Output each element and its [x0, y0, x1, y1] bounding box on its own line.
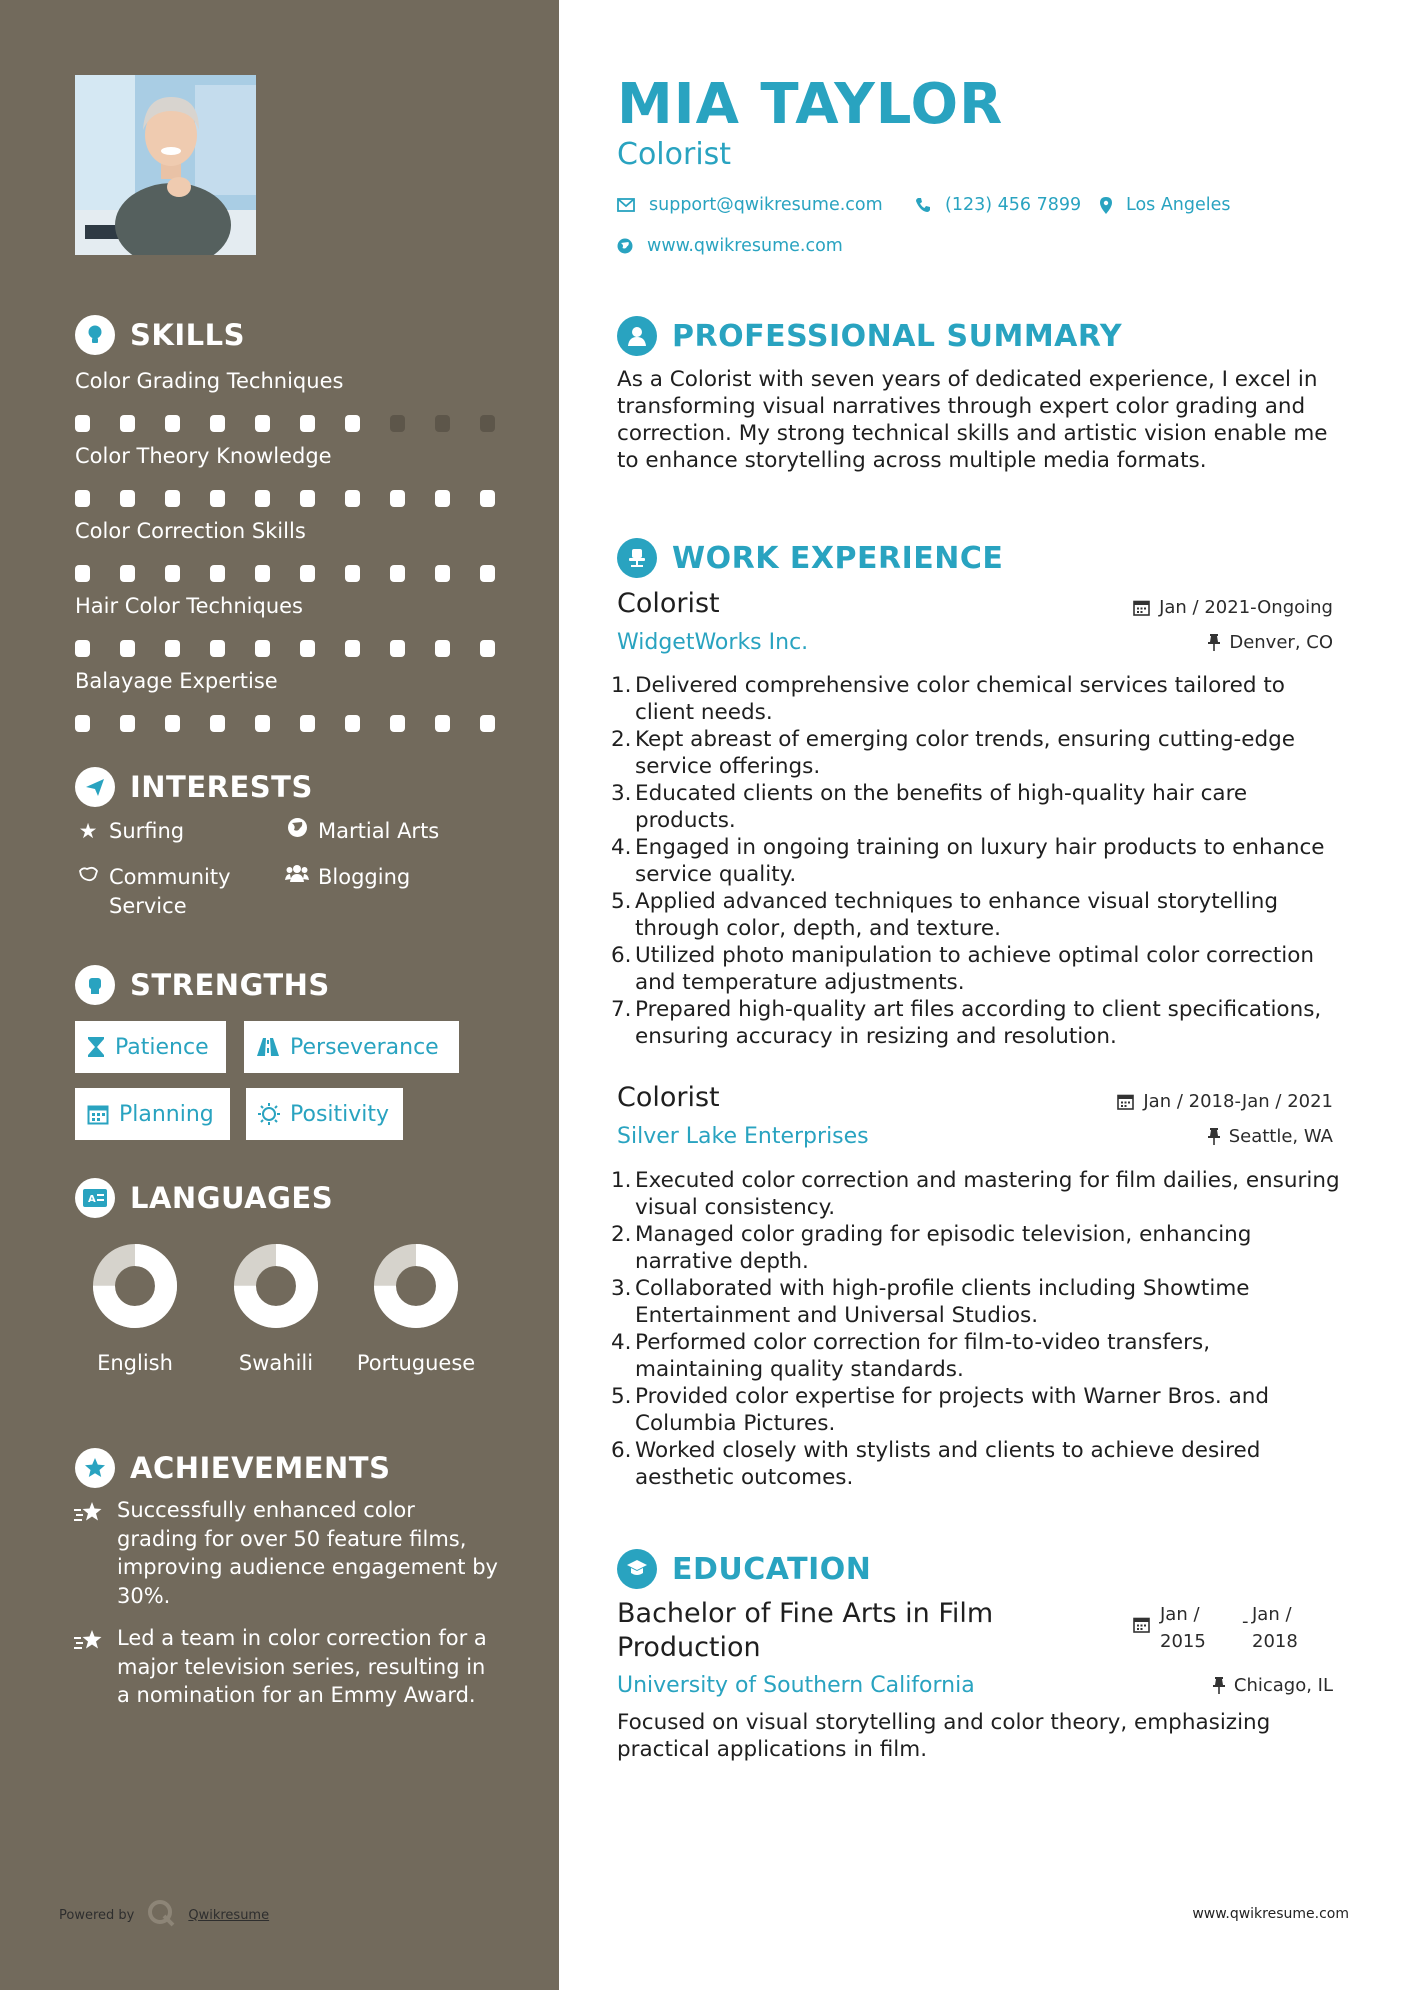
strength-badge [75, 1021, 226, 1073]
strength-label: Planning [119, 1101, 214, 1127]
graduate-icon [617, 1549, 657, 1589]
duty-item: 3. Educated clients on the benefits of high-quality hair care products. [611, 780, 1341, 834]
pushpin-icon [1208, 634, 1220, 651]
job-duties [611, 672, 1341, 1050]
hourglass-icon [87, 1036, 105, 1058]
education-date-separator: - [1242, 1611, 1249, 1632]
road-icon [256, 1037, 280, 1057]
skill-item [75, 667, 505, 732]
footer-url[interactable]: www.qwikresume.com [1192, 1906, 1349, 1922]
duty-item: 6. Worked closely with stylists and clients to achieve desired aesthetic outcomes. [611, 1437, 1341, 1491]
skill-level-dot [165, 715, 180, 732]
skill-level-dot [255, 565, 270, 582]
skill-level-dot [165, 565, 180, 582]
education-end-date: Jan / 2018 [1252, 1604, 1298, 1652]
achievement-item [73, 1496, 503, 1610]
strengths-heading-text: STRENGTHS [130, 968, 330, 1002]
interest-label: Surfing [109, 819, 185, 843]
map-marker-icon [1100, 197, 1112, 214]
skill-name: Color Correction Skills [75, 519, 306, 543]
skill-level-dot [435, 715, 450, 732]
skill-level-dot [165, 490, 180, 507]
skill-level-dot [210, 715, 225, 732]
job-dates-text: Jan / 2021-Ongoing [1159, 597, 1333, 618]
duty-text: Performed color correction for film-to-video transfers, maintaining quality standards. [635, 1330, 1211, 1382]
svg-text:A: A [88, 1194, 96, 1205]
contact-location [1100, 195, 1231, 215]
job-dates [1133, 597, 1333, 618]
skill-level-dot [120, 640, 135, 657]
skill-name: Hair Color Techniques [75, 594, 303, 618]
shooting-star-icon [73, 1624, 107, 1710]
skill-level-dot [345, 565, 360, 582]
education-location-text: Chicago, IL [1233, 1675, 1333, 1696]
handshake-icon [75, 863, 101, 892]
strengths-heading [75, 965, 330, 1005]
duty-item: 1. Executed color correction and mastering for film dailies, ensuring visual consistency. [611, 1168, 1340, 1220]
education-start-date: Jan / 2015 [1160, 1604, 1206, 1652]
skill-level-dot [255, 715, 270, 732]
summary-heading [617, 316, 1122, 356]
duty-text: Delivered comprehensive color chemical services tailored to client needs. [635, 673, 1285, 725]
powered-by-label: Powered by [59, 1907, 135, 1923]
paper-plane-icon [75, 767, 115, 807]
summary-text: As a Colorist with seven years of dedicated experience, I excel in transforming visual narratives through expert color grading and correction. My strong technical skills and artistic vision enable me to enhance storytelling across multiple media formats. [617, 367, 1328, 473]
job-location-text: Seattle, WA [1228, 1126, 1333, 1147]
candidate-name: MIA TAYLOR [617, 72, 1004, 137]
skill-level [75, 715, 505, 732]
calendar-icon [1117, 1093, 1134, 1110]
skill-level-dot [120, 715, 135, 732]
skill-level-dot [390, 565, 405, 582]
skills-heading-text: SKILLS [130, 318, 245, 352]
skill-level-dot [300, 565, 315, 582]
achievements-heading [75, 1448, 390, 1488]
duty-item: 1. Delivered comprehensive color chemical services tailored to client needs. [611, 672, 1341, 726]
skill-level-dot [75, 715, 90, 732]
duty-item: 4. Performed color correction for film-to-video transfers, maintaining quality standards. [611, 1329, 1341, 1383]
language-item [65, 1243, 205, 1378]
sun-icon [258, 1103, 280, 1125]
job-duties [611, 1167, 1341, 1491]
skill-level-dot [165, 640, 180, 657]
star-badge-icon [75, 1448, 115, 1488]
job-dates-text: Jan / 2018-Jan / 2021 [1143, 1091, 1333, 1112]
skill-item [75, 517, 505, 582]
skill-level-dot [345, 715, 360, 732]
user-icon [617, 316, 657, 356]
skill-name: Color Theory Knowledge [75, 444, 332, 468]
skill-level-dot [390, 490, 405, 507]
skill-item [75, 592, 505, 657]
duty-item: 7. Prepared high-quality art files according to client specifications, ensuring accuracy in resizing and resolution. [611, 996, 1341, 1050]
skill-level-dot [480, 715, 495, 732]
skill-level-dot [75, 565, 90, 582]
strength-label: Patience [115, 1034, 209, 1060]
contact-website[interactable] [617, 236, 843, 256]
duty-text: Managed color grading for episodic television, enhancing narrative depth. [635, 1222, 1252, 1274]
skill-level-dot [75, 640, 90, 657]
phone-text: (123) 456 7899 [945, 195, 1082, 215]
skill-level-dot [435, 565, 450, 582]
achievement-item [73, 1624, 503, 1710]
shooting-star-icon [73, 1496, 107, 1610]
qwikresume-logo-icon [146, 1898, 176, 1932]
achievement-text: Led a team in color correction for a major television series, resulting in a nomination for an Emmy Award. [117, 1626, 487, 1707]
achievement-text: Successfully enhanced color grading for over 50 feature films, improving audience engagement by 30%. [117, 1498, 498, 1608]
summary-heading-text: PROFESSIONAL SUMMARY [672, 318, 1123, 354]
duty-item: 4. Engaged in ongoing training on luxury hair products to enhance service quality. [611, 834, 1341, 888]
strength-label: Positivity [290, 1101, 390, 1127]
strength-label: Perseverance [290, 1034, 439, 1060]
envelope-icon [617, 198, 635, 212]
skill-level [75, 565, 505, 582]
qwikresume-link[interactable]: Qwikresume [188, 1907, 270, 1923]
contact-email[interactable] [617, 195, 883, 215]
duty-item: 2. Kept abreast of emerging color trends, ensuring cutting-edge service offerings. [611, 726, 1341, 780]
skill-level-dot [75, 490, 90, 507]
language-name: Swahili [238, 1351, 314, 1375]
calendar-icon [1133, 599, 1150, 616]
skill-level-dot [210, 490, 225, 507]
duty-text: Educated clients on the benefits of high-quality hair care products. [635, 781, 1248, 833]
globe-icon [617, 238, 633, 254]
skill-level-dot [345, 490, 360, 507]
language-item [346, 1243, 486, 1378]
star-icon: ★ [78, 819, 98, 843]
job-role: Colorist [617, 1082, 720, 1113]
interests-heading [75, 767, 313, 807]
skill-level-dot [435, 490, 450, 507]
skill-level-dot [435, 415, 450, 432]
calendar-icon [1133, 1616, 1150, 1637]
duty-text: Prepared high-quality art files according to client specifications, ensuring accuracy in resizing and resolution. [635, 997, 1322, 1049]
skill-item [75, 442, 505, 507]
experience-heading-text: WORK EXPERIENCE [672, 540, 1004, 576]
interest-label: Community Service [109, 865, 231, 918]
skill-level [75, 415, 505, 432]
job-location-text: Denver, CO [1229, 632, 1333, 653]
interest-item [75, 817, 184, 846]
achievements-heading-text: ACHIEVEMENTS [130, 1451, 391, 1485]
skill-level-dot [210, 565, 225, 582]
skill-level-dot [435, 640, 450, 657]
skill-level-dot [480, 565, 495, 582]
globe-icon [284, 817, 310, 846]
skill-level-dot [345, 415, 360, 432]
pushpin-icon [1208, 1128, 1220, 1145]
language-icon [75, 1178, 115, 1218]
office-chair-icon [617, 538, 657, 578]
lightbulb-icon [75, 315, 115, 355]
duty-item: 6. Utilized photo manipulation to achieve optimal color correction and temperature adjustments. [611, 942, 1341, 996]
skill-level-dot [120, 415, 135, 432]
email-text: support@qwikresume.com [649, 195, 883, 215]
skill-level-dot [480, 640, 495, 657]
pushpin-icon [1213, 1677, 1225, 1694]
duty-text: Kept abreast of emerging color trends, ensuring cutting-edge service offerings. [635, 727, 1295, 779]
language-name: Portuguese [356, 1351, 476, 1375]
job-company: Silver Lake Enterprises [617, 1124, 869, 1149]
interests-heading-text: INTERESTS [130, 770, 313, 804]
fist-icon [75, 965, 115, 1005]
interest-item [75, 863, 255, 921]
users-icon [284, 863, 310, 892]
skill-level-dot [255, 640, 270, 657]
language-level-ring [233, 1243, 319, 1329]
duty-text: Executed color correction and mastering for film dailies, ensuring visual consistency. [635, 1168, 1340, 1220]
skill-level-dot [345, 640, 360, 657]
candidate-title: Colorist [617, 137, 732, 172]
school-name: University of Southern California [617, 1673, 975, 1698]
language-item [206, 1243, 346, 1378]
skill-level-dot [75, 415, 90, 432]
powered-by [59, 1898, 269, 1932]
skill-level-dot [255, 415, 270, 432]
sidebar [0, 0, 559, 1990]
skill-level-dot [300, 415, 315, 432]
skill-level-dot [120, 490, 135, 507]
skill-level-dot [480, 415, 495, 432]
education-location [1213, 1675, 1333, 1696]
duty-text: Collaborated with high-profile clients including Showtime Entertainment and Universal Studios. [635, 1276, 1250, 1328]
phone-icon [915, 197, 931, 213]
job-location [1208, 632, 1333, 653]
skill-level-dot [390, 715, 405, 732]
interest-label: Martial Arts [318, 819, 440, 843]
location-text: Los Angeles [1126, 195, 1231, 215]
education-heading [617, 1549, 871, 1589]
education-heading-text: EDUCATION [672, 1551, 872, 1587]
duty-text: Engaged in ongoing training on luxury hair products to enhance service quality. [635, 835, 1325, 887]
duty-item: 5. Applied advanced techniques to enhance visual storytelling through color, depth, and texture. [611, 888, 1341, 942]
calendar-icon [87, 1103, 109, 1125]
interest-label: Blogging [318, 865, 411, 889]
skill-level [75, 640, 505, 657]
contact-phone[interactable] [915, 195, 1081, 215]
skill-level-dot [120, 565, 135, 582]
skill-level-dot [300, 715, 315, 732]
interest-item [284, 863, 410, 892]
strength-badge [246, 1088, 403, 1140]
skill-level [75, 490, 505, 507]
experience-heading [617, 538, 1003, 578]
skill-level-dot [165, 415, 180, 432]
skill-name: Color Grading Techniques [75, 369, 344, 393]
education-description: Focused on visual storytelling and color theory, emphasizing practical applications in film. [617, 1710, 1271, 1762]
skill-level-dot [390, 415, 405, 432]
skill-level-dot [210, 415, 225, 432]
strength-badge [244, 1021, 459, 1073]
website-text: www.qwikresume.com [647, 236, 843, 256]
duty-item: 3. Collaborated with high-profile clients including Showtime Entertainment and Universal Studios. [611, 1275, 1341, 1329]
degree-title: Bachelor of Fine Arts in Film Production [617, 1598, 994, 1663]
duty-text: Utilized photo manipulation to achieve optimal color correction and temperature adjustments. [635, 943, 1315, 995]
skill-name: Balayage Expertise [75, 669, 278, 693]
languages-heading-text: LANGUAGES [130, 1181, 334, 1215]
job-location [1208, 1126, 1333, 1147]
language-name: English [97, 1351, 173, 1375]
duty-text: Worked closely with stylists and clients to achieve desired aesthetic outcomes. [635, 1438, 1261, 1490]
skill-level-dot [300, 640, 315, 657]
duty-text: Provided color expertise for projects with Warner Bros. and Columbia Pictures. [635, 1384, 1270, 1436]
skill-level-dot [390, 640, 405, 657]
duty-text: Applied advanced techniques to enhance visual storytelling through color, depth, and texture. [635, 889, 1279, 941]
job-company: WidgetWorks Inc. [617, 630, 809, 655]
interest-item [284, 817, 439, 846]
language-level-ring [373, 1243, 459, 1329]
strength-badge [75, 1088, 230, 1140]
duty-item: 2. Managed color grading for episodic television, enhancing narrative depth. [611, 1221, 1341, 1275]
profile-photo [75, 75, 256, 255]
skill-item [75, 367, 505, 432]
skill-level-dot [300, 490, 315, 507]
job-dates [1117, 1091, 1333, 1112]
skills-heading [75, 315, 245, 355]
skill-level-dot [255, 490, 270, 507]
job-role: Colorist [617, 588, 720, 619]
skill-level-dot [480, 490, 495, 507]
language-level-ring [92, 1243, 178, 1329]
skill-level-dot [210, 640, 225, 657]
duty-item: 5. Provided color expertise for projects with Warner Bros. and Columbia Pictures. [611, 1383, 1341, 1437]
languages-heading [75, 1178, 333, 1218]
